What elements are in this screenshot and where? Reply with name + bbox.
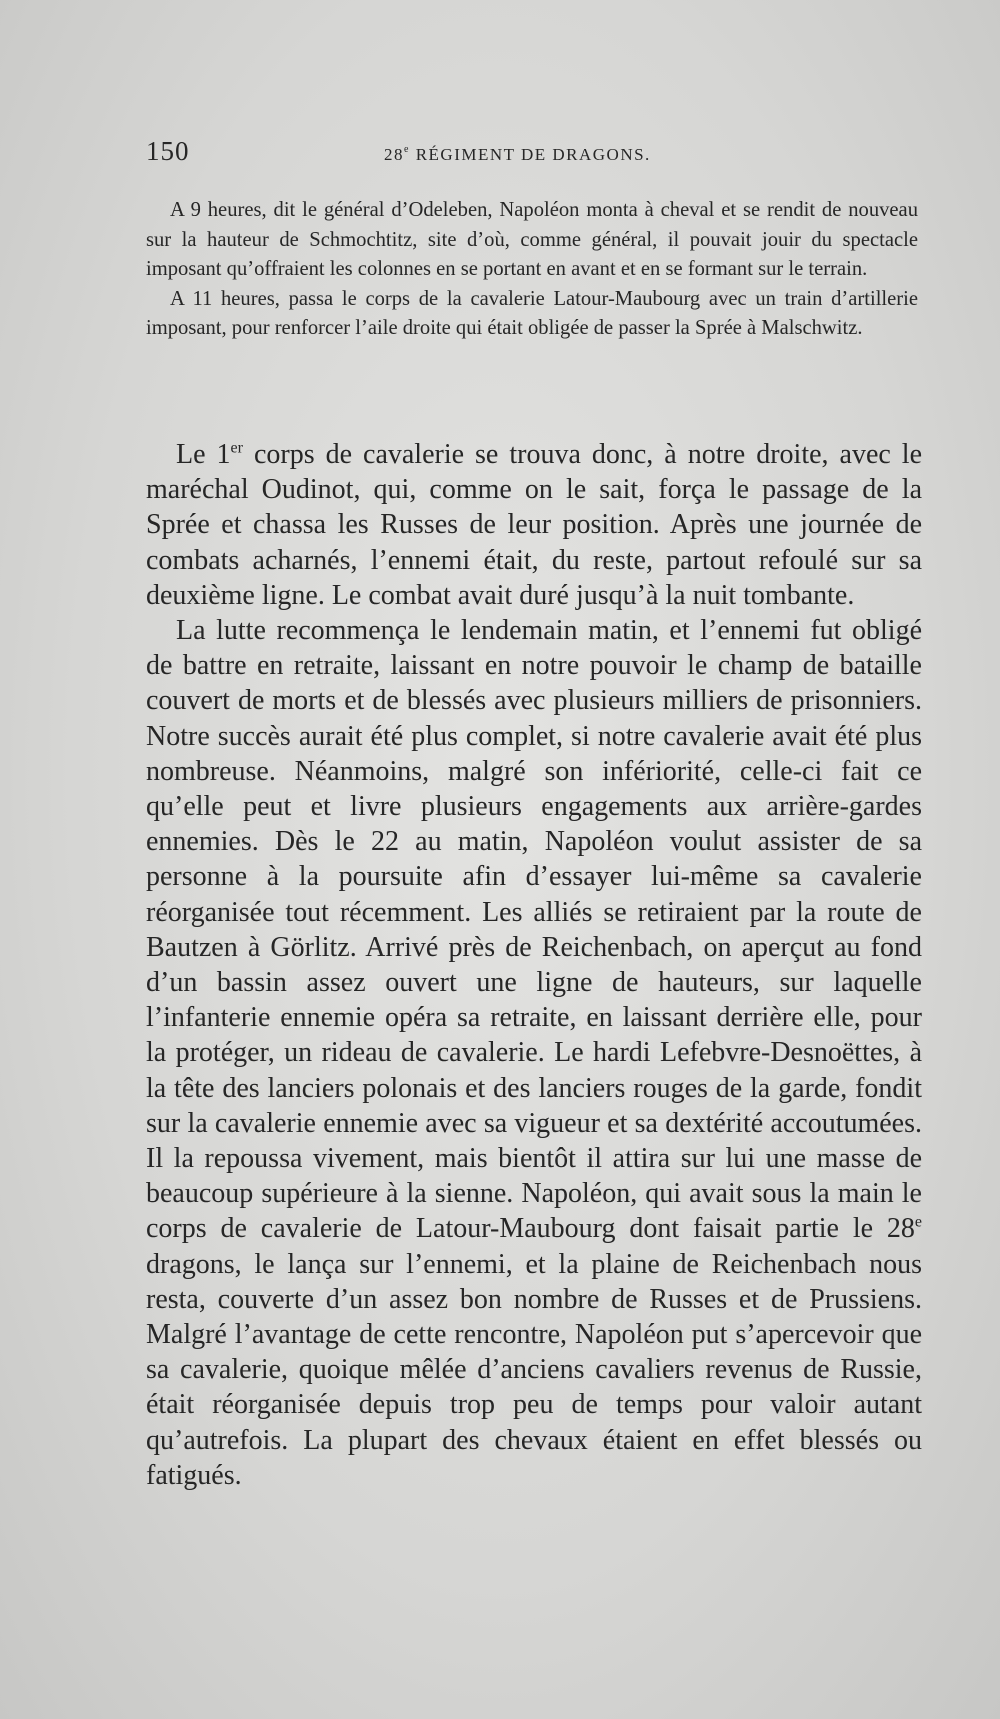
running-title: [384, 145, 651, 165]
running-title-text: RÉGIMENT DE DRAGONS.: [409, 145, 651, 164]
page-number: 150: [146, 136, 190, 166]
page-header: [146, 136, 916, 172]
paragraph-text: corps de cavalerie se trouva donc, à notre droite, avec le maréchal Oudinot, qui, comme on le sait, força le passage de la Sprée et chassa les Russes de leur position. Après une journée de combats acharnés, l’ennemi était, du reste, partout refoulé sur sa deuxième ligne. Le combat avait duré jusqu’à la nuit tombante.: [146, 439, 923, 611]
quote-paragraph: A 11 heures, passa le corps de la cavalerie Latour-Maubourg avec un train d’artillerie imposant, pour renforcer l’aile droite qui était obligée de passer la Sprée à Malschwitz.: [146, 287, 918, 339]
regiment-number: 28: [384, 145, 404, 164]
body-paragraph: [146, 437, 922, 613]
ordinal-superscript: er: [230, 439, 243, 457]
quote-paragraph: A 9 heures, dit le général d’Odeleben, Napoléon monta à cheval et se rendit de nouveau sur la hauteur de Schmochtitz, site d’où, comme général, il pouvait jouir du spectacle imposant qu’offraient les colonnes en se portant en avant et en se formant sur le terrain.: [146, 199, 918, 280]
paragraph-text: La lutte recommença le lendemain matin, et l’ennemi fut obligé de battre en retraite, laissant en notre pouvoir le champ de bataille couvert de morts et de blessés avec plusieurs milliers de prisonniers. Notre succès aurait été plus complet, si notre cavalerie avait été plus nombreuse. Néanmoins, malgré son infériorité, celle-ci fait ce qu’elle peut et livre plusieurs engagements aux arrière-gardes ennemies. Dès le 22 au matin, Napoléon voulut assister de sa personne à la poursuite afin d’essayer lui-même sa cavalerie réorganisée tout récemment. Les alliés se retiraient par la route de Bautzen à Görlitz. Arrivé près de Reichenbach, on aperçut au fond d’un bassin assez ouvert une ligne de hauteurs, sur laquelle l’infanterie ennemie opéra sa retraite, en laissant derrière elle, pour la protéger, un rideau de cavalerie. Le hardi Lefebvre-Desnoëttes, à la tête des lanciers polonais et des lanciers rouges de la garde, fondit sur la cavalerie ennemie avec sa vigueur et sa dextérité accoutumées. Il la repoussa vivement, mais bientôt il attira sur lui une masse de beaucoup supérieure à la sienne. Napoléon, qui avait sous la main le corps de cavalerie de Latour-Maubourg dont faisait partie le 28: [146, 615, 922, 1245]
regiment-suffix: e: [404, 144, 410, 155]
quoted-passage: [146, 196, 918, 344]
paragraph-text: dragons, le lança sur l’ennemi, et la plaine de Reichenbach nous resta, couverte d’un assez bon nombre de Russes et de Prussiens. Malgré l’avantage de cette rencontre, Napoléon put s’apercevoir que sa cavalerie, quoique mêlée d’anciens cavaliers revenus de Russie, était réorganisée depuis trop peu de temps pour valoir autant qu’autrefois. La plupart des chevaux étaient en effet blessés ou fatigués.: [146, 1248, 922, 1491]
main-text: [146, 437, 922, 1493]
body-paragraph: [146, 613, 922, 1493]
paragraph-text: Le 1: [176, 439, 231, 470]
ordinal-superscript: e: [914, 1214, 922, 1232]
